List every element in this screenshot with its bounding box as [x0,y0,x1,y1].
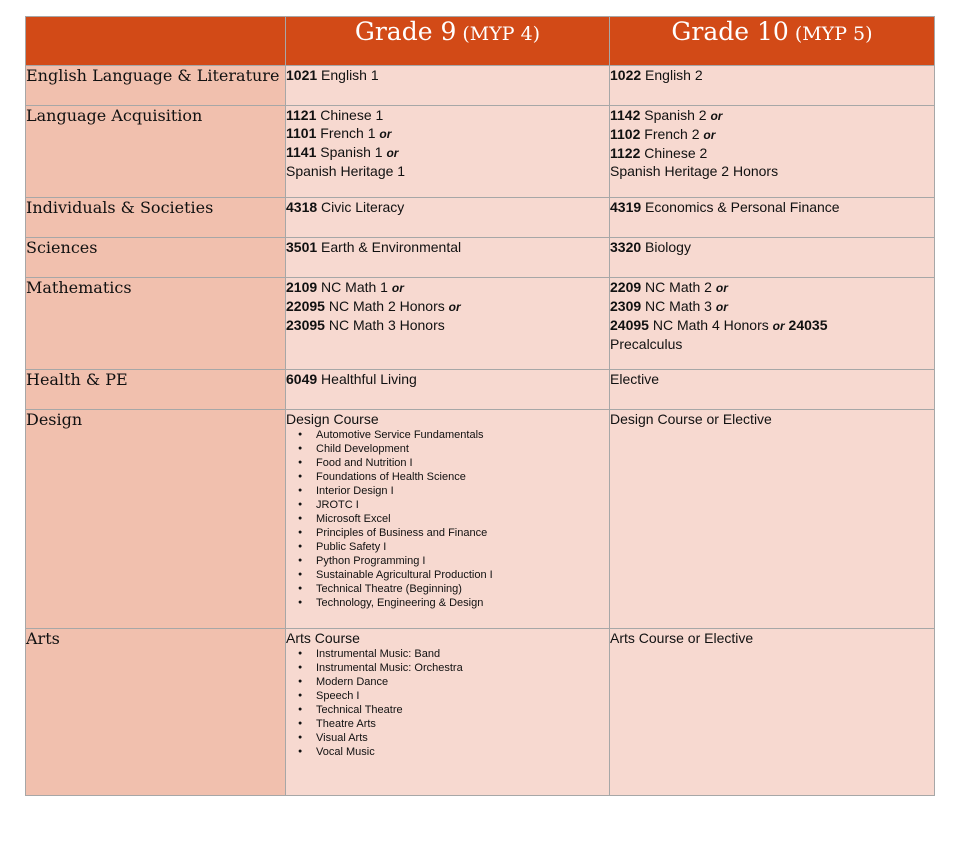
list-item: ● JROTC I [316,498,609,512]
course-name: English 2 [641,67,703,83]
or-label: or [386,146,399,160]
course-line [286,198,609,216]
course-code: 2109 [286,279,318,295]
list-item: ● Theatre Arts [316,717,609,731]
course-code: 1142 [610,107,641,123]
course-table [25,16,935,796]
course-name: NC Math 3 Honors [324,317,445,333]
row-math [26,278,935,370]
english-g10 [610,66,935,106]
math-g10 [610,278,935,370]
course-name: Elective [610,371,660,387]
math-g9 [286,278,610,370]
course-code: 24035 [784,317,828,333]
course-code: 3501 [286,239,318,255]
list-item: ● Instrumental Music: Band [316,647,609,661]
language-g9 [286,106,610,198]
course-line [286,238,609,256]
course-line [610,316,934,335]
grade9-sub: (MYP 4) [462,23,541,45]
or-label: or [715,281,728,295]
english-g9 [286,66,610,106]
course-name: Spanish 2 [640,107,711,123]
course-code: 1102 [610,126,641,142]
health-g9 [286,370,610,410]
sciences-g10 [610,238,935,278]
design-g9 [286,410,610,629]
list-item: ● Food and Nutrition I [316,456,609,470]
course-name: Chinese 2 [640,145,708,161]
subject-arts: Arts [26,629,286,796]
subject-sciences: Sciences [26,238,286,278]
course-line [610,370,934,388]
course-name: French 2 [640,126,704,142]
course-name: Biology [641,239,691,255]
course-line [610,198,934,216]
course-line [286,278,609,297]
course-code: 22095 [286,298,325,314]
course-line [610,125,934,144]
course-name: NC Math 2 Honors [324,298,449,314]
header-grade10 [610,17,935,66]
course-code: 1122 [610,145,641,161]
row-language [26,106,935,198]
or-label: or [703,128,716,142]
or-label: or [715,300,728,314]
list-item: ● Child Development [316,442,609,456]
course-name: Healthful Living [317,371,417,387]
course-code: 1022 [610,67,642,83]
design-course-list [286,428,609,610]
course-line [610,297,934,316]
list-item: ● Visual Arts [316,731,609,745]
course-name: NC Math 4 Honors [648,317,773,333]
arts-g9 [286,629,610,796]
design-course-title: Design Course [286,411,379,427]
course-code: 6049 [286,371,318,387]
course-line [286,297,609,316]
arts-g10: Arts Course or Elective [610,629,935,796]
or-label: or [379,127,392,141]
header-grade9 [286,17,610,66]
course-line [610,335,934,353]
course-code: 2209 [610,279,642,295]
course-line [610,238,934,256]
subject-english: English Language & Literature [26,66,286,106]
subject-health: Health & PE [26,370,286,410]
course-name: NC Math 1 [317,279,392,295]
arts-course-list [286,647,609,759]
list-item: ● Interior Design I [316,484,609,498]
course-line [610,66,934,84]
list-item: ● Technical Theatre (Beginning) [316,582,609,596]
course-name: NC Math 3 [641,298,716,314]
list-item: ● Microsoft Excel [316,512,609,526]
grade10-title: Grade 10 [671,17,789,46]
or-label: or [391,281,404,295]
list-item: ● Vocal Music [316,745,609,759]
course-code: 1121 [286,107,317,123]
row-design [26,410,935,629]
list-item: ● Technical Theatre [316,703,609,717]
row-health [26,370,935,410]
course-name: Economics & Personal Finance [641,199,840,215]
course-line [286,370,609,388]
course-line [610,144,934,162]
row-arts [26,629,935,796]
list-item: ● Python Programming I [316,554,609,568]
row-sciences [26,238,935,278]
list-item: ● Automotive Service Fundamentals [316,428,609,442]
individuals-g9 [286,198,610,238]
design-g10: Design Course or Elective [610,410,935,629]
subject-math: Mathematics [26,278,286,370]
or-label: or [448,300,461,314]
course-line [610,278,934,297]
list-item: ● Sustainable Agricultural Production I [316,568,609,582]
list-item: ● Speech I [316,689,609,703]
course-code: 24095 [610,317,649,333]
header-blank [26,17,286,66]
course-line [286,106,609,124]
course-name: Spanish 1 [316,144,387,160]
course-line [286,162,609,180]
course-line [286,316,609,334]
list-item: ● Modern Dance [316,675,609,689]
course-code: 1141 [286,144,317,160]
list-item: ● Principles of Business and Finance [316,526,609,540]
course-code: 1021 [286,67,318,83]
grade9-title: Grade 9 [354,17,457,46]
course-name: Spanish Heritage 1 [286,163,406,179]
course-name: Chinese 1 [316,107,384,123]
course-code: 2309 [610,298,642,314]
course-code: 4318 [286,199,318,215]
course-name: Earth & Environmental [317,239,462,255]
list-item: ● Instrumental Music: Orchestra [316,661,609,675]
course-code: 3320 [610,239,642,255]
subject-individuals: Individuals & Societies [26,198,286,238]
course-line [286,124,609,143]
subject-language: Language Acquisition [26,106,286,198]
list-item: ● Foundations of Health Science [316,470,609,484]
course-line [286,66,609,84]
subject-design: Design [26,410,286,629]
language-g10 [610,106,935,198]
course-code: 4319 [610,199,642,215]
course-name: Precalculus [610,336,683,352]
list-item: ● Technology, Engineering & Design [316,596,609,610]
health-g10 [610,370,935,410]
course-code: 1101 [286,125,317,141]
sciences-g9 [286,238,610,278]
individuals-g10 [610,198,935,238]
course-name: English 1 [317,67,379,83]
arts-course-title: Arts Course [286,630,360,646]
or-label: or [710,109,723,123]
course-name: French 1 [316,125,380,141]
list-item: ● Public Safety I [316,540,609,554]
row-english [26,66,935,106]
grade10-sub: (MYP 5) [794,23,873,45]
course-name: Spanish Heritage 2 Honors [610,163,779,179]
course-name: Civic Literacy [317,199,405,215]
course-line [286,143,609,162]
course-line [610,162,934,180]
row-individuals [26,198,935,238]
header-row [26,17,935,66]
course-name: NC Math 2 [641,279,716,295]
or-label: or [772,319,785,333]
course-code: 23095 [286,317,325,333]
course-line [610,106,934,125]
